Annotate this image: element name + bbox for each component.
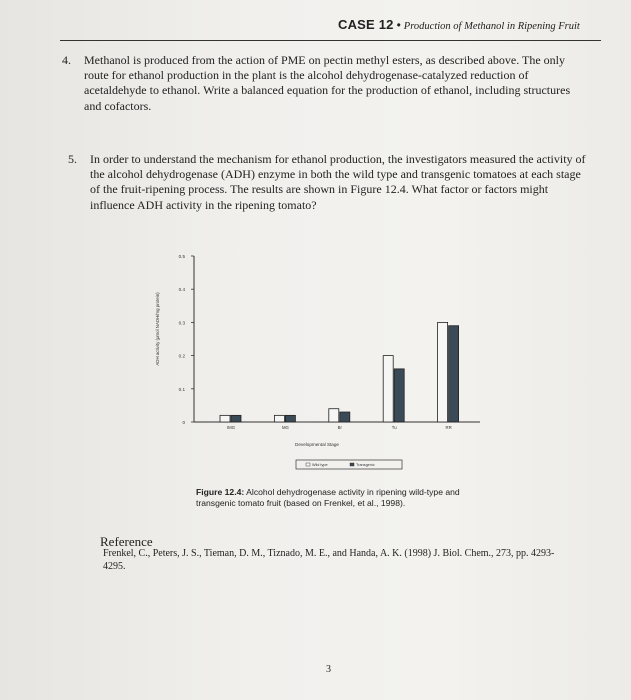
bar-wild-type: [274, 415, 284, 422]
case-number: CASE 12: [338, 17, 394, 32]
bar-wild-type: [220, 415, 230, 422]
bar-transgenic: [285, 415, 295, 422]
y-tick-label: 0.2: [178, 353, 185, 359]
adh-activity-chart: [150, 244, 490, 484]
bar-wild-type: [383, 356, 393, 422]
y-tick-label: 0.1: [178, 386, 185, 392]
y-tick-label: 0: [182, 420, 185, 425]
header-rule: [60, 40, 601, 41]
x-tick-label: MG: [281, 425, 289, 430]
running-header: [338, 16, 598, 34]
case-subtitle: Production of Methanol in Ripening Fruit: [403, 21, 580, 32]
bar-transgenic: [449, 326, 459, 422]
reference-heading: Reference: [100, 534, 153, 549]
y-tick-label: 0.4: [178, 287, 185, 293]
x-axis-label: Developmental Stage: [295, 442, 339, 447]
chart-svg: [150, 244, 490, 484]
question-text: In order to understand the mechanism for ethanol production, the investigators measured the activity of the alcohol dehydrogenase (ADH) enzyme in both the wild type and transgenic tomatoes at each stage of the fruit-ripening process. The results are shown in Figure 12.4. What factor or factors might influence ADH activity in the ripening tomato?: [90, 152, 586, 212]
y-tick-label: 0.5: [178, 254, 185, 259]
legend-swatch-transgenic: [350, 463, 354, 466]
bar-wild-type: [329, 409, 339, 422]
x-tick-label: RR: [445, 425, 452, 430]
bar-transgenic: [231, 415, 241, 422]
y-tick-label: 0.3: [178, 320, 185, 326]
figure-caption: [196, 487, 496, 509]
legend-swatch-wild-type: [306, 463, 310, 466]
x-tick-label: Tu: [391, 425, 397, 430]
bar-transgenic: [394, 369, 404, 422]
bar-transgenic: [340, 412, 350, 422]
question-number: 4.: [62, 53, 71, 67]
figure-label: Figure 12.4:: [196, 487, 245, 497]
x-tick-label: Br: [337, 425, 342, 430]
x-tick-label: IMG: [226, 425, 236, 430]
legend-label: Transgenic: [356, 463, 375, 467]
question-number: 5.: [68, 152, 77, 166]
y-axis-label: ADH activity (μmol NADH/mg protein): [155, 292, 160, 366]
question-4: [62, 53, 582, 117]
header-separator: •: [396, 18, 401, 32]
figure-caption-text: Alcohol dehydrogenase activity in ripening wild-type and transgenic tomato fruit (based on Frenkel, et al., 1998).: [196, 487, 460, 508]
reference-citation: Frenkel, C., Peters, J. S., Tieman, D. M., Tiznado, M. E., and Handa, A. K. (1998) J. Biol. Chem., 273, pp. 4293-4295.: [103, 548, 555, 572]
question-text: Methanol is produced from the action of PME on pectin methyl esters, as described above. The only route for ethanol production in the plant is the alcohol dehydrogenase-catalyzed reduction of acetaldehyde to ethanol. Write a balanced equation for the production of ethanol, including structures and cofactors.: [84, 53, 571, 113]
question-5: [68, 152, 588, 216]
page-number: 3: [326, 664, 331, 675]
legend-label: Wild type: [312, 463, 328, 467]
bar-wild-type: [438, 322, 448, 422]
